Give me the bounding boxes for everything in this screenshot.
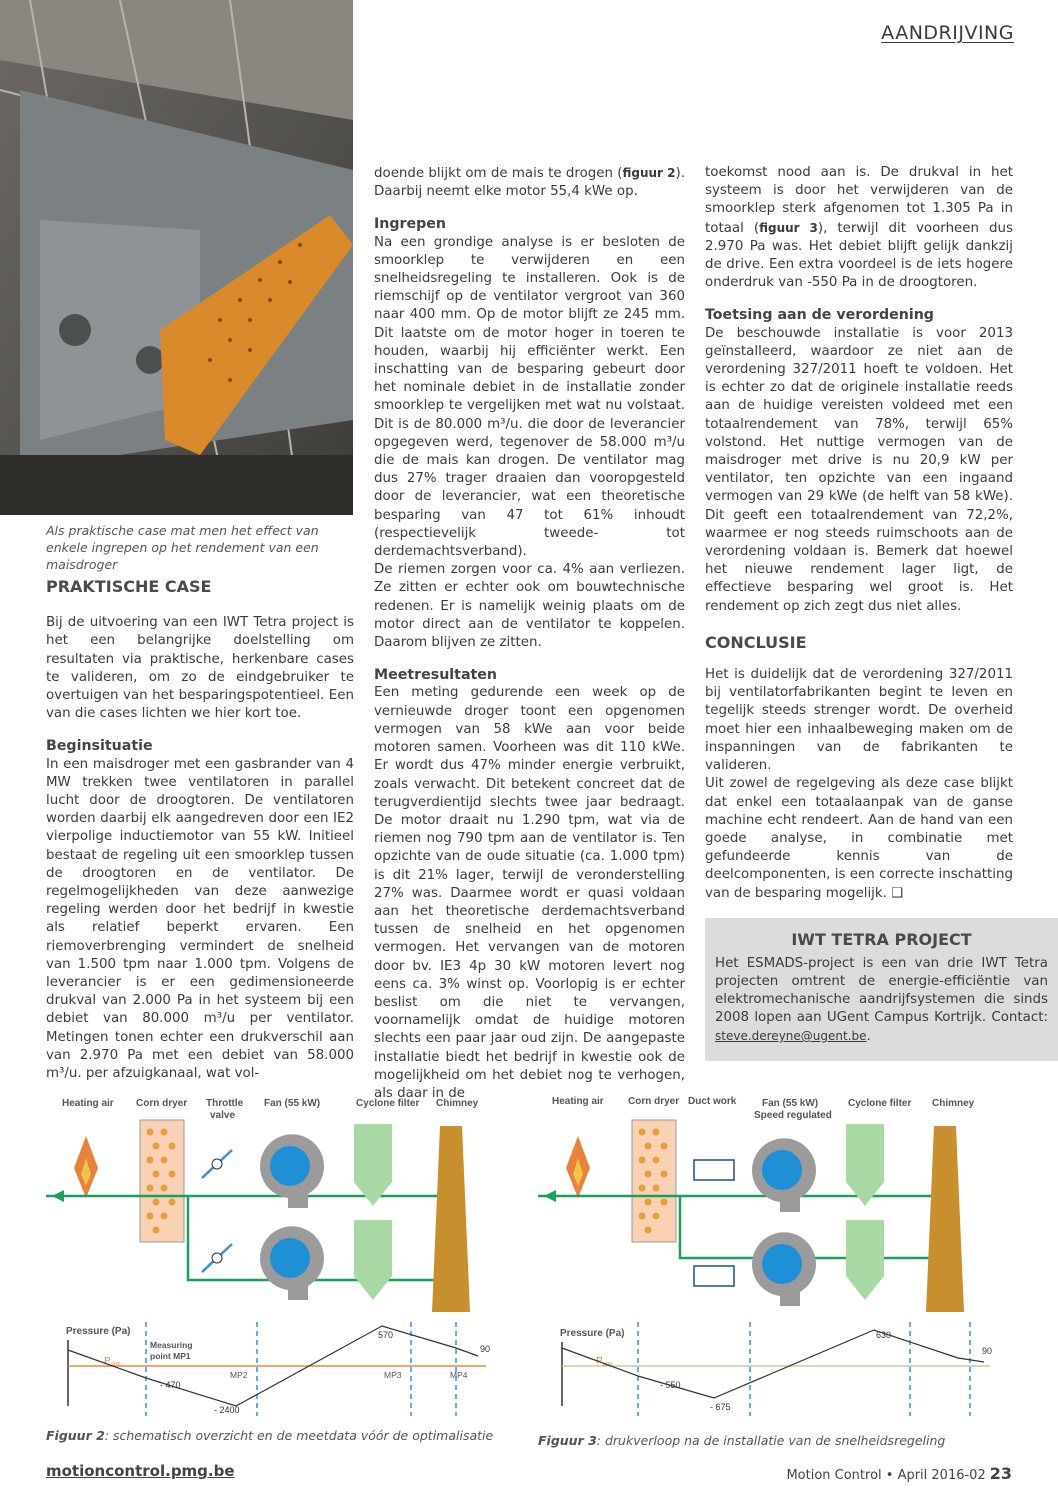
label-valve: valve xyxy=(210,1110,236,1121)
label-heating-air: Heating air xyxy=(62,1098,114,1109)
duct-work-icon xyxy=(694,1266,734,1286)
figure-reference: figuur 2 xyxy=(622,166,676,180)
heading-praktische-case: PRAKTISCHE CASE xyxy=(46,577,212,596)
pressure-value: - 2400 xyxy=(214,1405,240,1415)
label-fan: Fan (55 kW) xyxy=(264,1098,321,1109)
text-segment: Het ESMADS-project is een van drie IWT Tetra projecten omtrent de energie-efficiëntie van elektromechanische aandrijfsystemen die sinds 2008 lopen aan UGent Campus Kortrijk. Contact: xyxy=(715,956,1048,1025)
caption-ref: Figuur 3 xyxy=(538,1433,597,1448)
end-mark-icon: ❑ xyxy=(891,885,904,901)
footer-page-info xyxy=(786,1464,1012,1483)
paragraph-conclusie-1: Het is duidelijk dat de verordening 327/2011 bij ventilatorfabrikanten begint te leven en tegelijk steeds strenger wordt. De overheid moet hier een inhaalbeweging maken om de inspanningen van de fabrikanten te valideren. xyxy=(705,667,1013,774)
text-segment: . xyxy=(866,1029,871,1044)
paragraph-conclusie-2 xyxy=(705,775,1013,902)
heading-ingrepen: Ingrepen xyxy=(374,216,447,233)
label-corn-dryer: Corn dryer xyxy=(628,1096,680,1107)
label-chimney: Chimney xyxy=(436,1098,479,1109)
paragraph-continued xyxy=(705,164,1013,292)
corn-dryer-icon xyxy=(140,1120,184,1242)
caption-text: : schematisch overzicht en de meetdata vóór de optimalisatie xyxy=(104,1428,494,1443)
contact-email-link[interactable]: steve.dereyne@ugent.be xyxy=(715,1029,867,1043)
pressure-value: 570 xyxy=(378,1330,394,1340)
heading-toetsing: Toetsing aan de verordening xyxy=(705,307,934,324)
flame-icon xyxy=(566,1136,590,1198)
heading-beginsituatie: Beginsituatie xyxy=(46,738,153,755)
caption-ref: Figuur 2 xyxy=(46,1428,105,1443)
figure-2-caption xyxy=(46,1427,526,1444)
corn-dryer-photo xyxy=(0,0,353,515)
fan-icon xyxy=(752,1232,816,1306)
website-link[interactable]: motioncontrol.pmg.be xyxy=(46,1462,235,1480)
text-segment: Uit zowel de regelgeving als deze case blijkt dat enkel een totaalaanpak van de ganse machine echt rendeert. Aan de hand van een goede analyse, in combinatie met gefundeerde kennis van de deelcomponenten, is een correcte inschatting van de besparing mogelijk. xyxy=(705,776,1013,901)
box-body xyxy=(705,949,1058,1046)
figure-reference: figuur 3 xyxy=(759,220,818,235)
paragraph-continued xyxy=(374,164,685,201)
column-2 xyxy=(374,164,685,1103)
pressure-axis-label: Pressure (Pa) xyxy=(560,1328,625,1339)
pressure-value: - 470 xyxy=(160,1380,181,1390)
figure-3-caption xyxy=(538,1432,1018,1449)
patm-subscript: atm xyxy=(602,1362,613,1368)
mp3-label: MP3 xyxy=(384,1370,402,1380)
label-cyclone: Cyclone filter xyxy=(848,1098,912,1109)
patm-subscript: atm xyxy=(110,1362,121,1368)
flame-icon xyxy=(74,1136,98,1198)
patm-text: P xyxy=(104,1356,111,1367)
cyclone-filter-icon xyxy=(354,1220,392,1300)
text-segment: toekomst nood aan is. De drukval in het systeem is door het verwijderen van de smoorklep sterk afgenomen tot 1.305 Pa in totaal ( xyxy=(705,165,1013,236)
text-segment: ), terwijl dit voorheen dus 2.970 Pa was. Het debiet blijft gelijk dankzij de drive. Een extra voordeel is de iets hogere onderdruk van -550 Pa in de droogtoren. xyxy=(705,220,1013,291)
label-corn-dryer: Corn dryer xyxy=(136,1098,188,1109)
paragraph-meetresultaten: Een meting gedurende een week op de vernieuwde droger toont een opgenomen vermogen van 58 kWe aan voor beide motoren samen. Voorheen was dit 110 kWe. Er wordt dus 47% minder energie verbruikt, zoals verwacht. Dit betekent concreet dat de terugverdientijd slechts twee jaar bedraagt. De motor draait nu 1.290 tpm, wat via de riemen nog 790 tpm aan de ventilator is. Ten opzichte van de oude situatie (ca. 1.000 tpm) is dit 21% lager, terwijl de veronderstelling 27% was. Daarmee wordt er quasi voldaan aan het theoretische derdemachtsverband tussen de snelheid en het opgenomen vermogen. Het vervangen van de motoren door bv. IE3 4p 30 kW motoren levert nog eens ca. 3% winst op. Voorlopig is er echter beslist om die niet te vervangen, voornamelijk omdat de huidige motoren slechts een paar jaar oud zijn. De aangepaste installatie biedt het bedrijf in kwestie ook de mogelijkheid om het debiet nog te verhogen, als daar in de xyxy=(374,685,685,1101)
page-number: 23 xyxy=(989,1464,1012,1483)
pressure-value: - 550 xyxy=(660,1380,681,1390)
mp2-label: MP2 xyxy=(230,1370,248,1380)
box-title: IWT TETRA PROJECT xyxy=(791,930,972,949)
text-segment: doende blijkt om de mais te drogen ( xyxy=(374,166,623,181)
chimney-icon xyxy=(926,1126,964,1312)
mp4-label: MP4 xyxy=(450,1370,468,1380)
column-3 xyxy=(705,164,1013,903)
text-segment: ). Daarbij neemt elke motor 55,4 kWe op. xyxy=(374,166,685,200)
pressure-value: - 675 xyxy=(710,1402,731,1412)
column-1 xyxy=(46,578,354,1083)
paragraph-toetsing: De beschouwde installatie is voor 2013 geïnstalleerd, waardoor ze niet aan de verordening 327/2011 hoeft te voldoen. Het is echter zo dat de originele installatie reeds aan de huidige vereisten voldeed met een totaalrendement van 78%, terwijl 65% volstond. Het nuttige vermogen van de maisdroger met drive is nu 20,9 kW per ventilator, ten opzichte van een ingaand vermogen van 29 kWe (de helft van 58 kWe). Dit geeft een totaalrendement van 72,2%, waarmee er nog steeds ruimschoots aan de verordening voldaan is. Bemerk dat hoewel het nieuwe rendement lager ligt, de effectieve besparing wel groot is. Het rendement op zich zegt dus niet alles. xyxy=(705,325,1013,614)
patm-text: P xyxy=(596,1356,603,1367)
chimney-icon xyxy=(432,1126,470,1312)
figure-2 xyxy=(46,1086,506,1431)
fan-icon xyxy=(752,1138,816,1212)
paragraph-riemen: De riemen zorgen voor ca. 4% aan verliezen. Ze zitten er echter ook om bouwtechnische redenen. Er is namelijk weinig plaats om de motor direct aan de ventilator te koppelen. Daarom blijven ze zitten. xyxy=(374,562,685,651)
heading-meetresultaten: Meetresultaten xyxy=(374,667,498,684)
mp1-label: Measuring xyxy=(150,1340,193,1350)
pressure-value: 90 xyxy=(480,1344,491,1354)
paragraph-ingrepen: Na een grondige analyse is er besloten de smoorklep te verwijderen en een snelheidsregeling te installeren. Ook is de riemschijf op de ventilator vergroot van 360 naar 400 mm. Op de motor blijft ze 245 mm. Dit laatste om de motor hoger in toeren te houden, waarbij hij efficiënter werkt. Een inschatting van de besparing gebeurt door het nominale debiet in de installatie zonder smoorklep te vergelijken met wat nu volstaat. Dit is de 80.000 m³/u. die door de leverancier opgegeven werd, tegenover de 58.000 m³/u die de mais kan drogen. De ventilator mag dus 27% trager draaien dan vooropgesteld door de leverancier, wat een theoretische besparing van 47 tot 61% inhoudt (respectievelijk tweede- tot derdemachtsverband). xyxy=(374,234,685,560)
section-title: AANDRIJVING xyxy=(881,22,1014,44)
label-heating-air: Heating air xyxy=(552,1096,604,1107)
label-cyclone: Cyclone filter xyxy=(356,1098,420,1109)
iwt-tetra-box xyxy=(705,918,1058,1061)
duct-work-icon xyxy=(694,1160,734,1180)
figure-3 xyxy=(538,1086,1018,1431)
label-duct-work: Duct work xyxy=(688,1096,737,1107)
paragraph-case: Bij de uitvoering van een IWT Tetra project is het een belangrijke doelstelling om resultaten via praktische, herkenbare cases te valideren, om zo de eindgebruiker te overtuigen van het besparingspotentieel. Een van die cases lichten we hier kort toe. xyxy=(46,615,354,722)
cyclone-filter-icon xyxy=(846,1124,884,1206)
pressure-value: 90 xyxy=(982,1346,993,1356)
cyclone-filter-icon xyxy=(846,1220,884,1300)
heading-conclusie: CONCLUSIE xyxy=(705,632,807,652)
corn-dryer-icon xyxy=(632,1120,676,1242)
cyclone-filter-icon xyxy=(354,1124,392,1206)
caption-text: : drukverloop na de installatie van de snelheidsregeling xyxy=(596,1433,946,1448)
label-fan: Fan (55 kW) xyxy=(762,1098,819,1109)
fan-icon xyxy=(260,1226,324,1300)
photo-caption: Als praktische case mat men het effect van enkele ingrepen op het rendement van een maisdroger xyxy=(46,523,319,572)
label-speed-regulated: Speed regulated xyxy=(754,1110,832,1121)
label-throttle: Throttle xyxy=(206,1098,244,1109)
pressure-axis-label: Pressure (Pa) xyxy=(66,1326,131,1337)
magazine-info: Motion Control • April 2016-02 xyxy=(786,1468,986,1483)
label-chimney: Chimney xyxy=(932,1098,975,1109)
pressure-value: 630 xyxy=(876,1330,892,1340)
paragraph-beginsituatie: In een maisdroger met een gasbrander van 4 MW trekken twee ventilatoren in parallel lucht door de droogtoren. De ventilatoren worden daarbij elk aangedreven door een IE2 vierpolige inductiemotor van 55 kW. Initieel bestaat de regeling uit een smoorklep tussen de droogtoren en de ventilator. De regelmogelijkheden van deze aanwezige regeling werden door het bedrijf in kwestie als relatief beperkt ervaren. Een riemoverbrenging vermindert de snelheid van 1.500 tpm naar 1.000 tpm. Volgens de leverancier is er een gedimensioneerde drukval van 2.000 Pa in het systeem bij een debiet van 80.000 m³/u per ventilator. Metingen tonen echter een drukverschil aan van 2.970 Pa met een debiet van 58.000 m³/u. per afzuigkanaal, wat vol- xyxy=(46,756,354,1082)
mp1-label: point MP1 xyxy=(150,1351,191,1361)
